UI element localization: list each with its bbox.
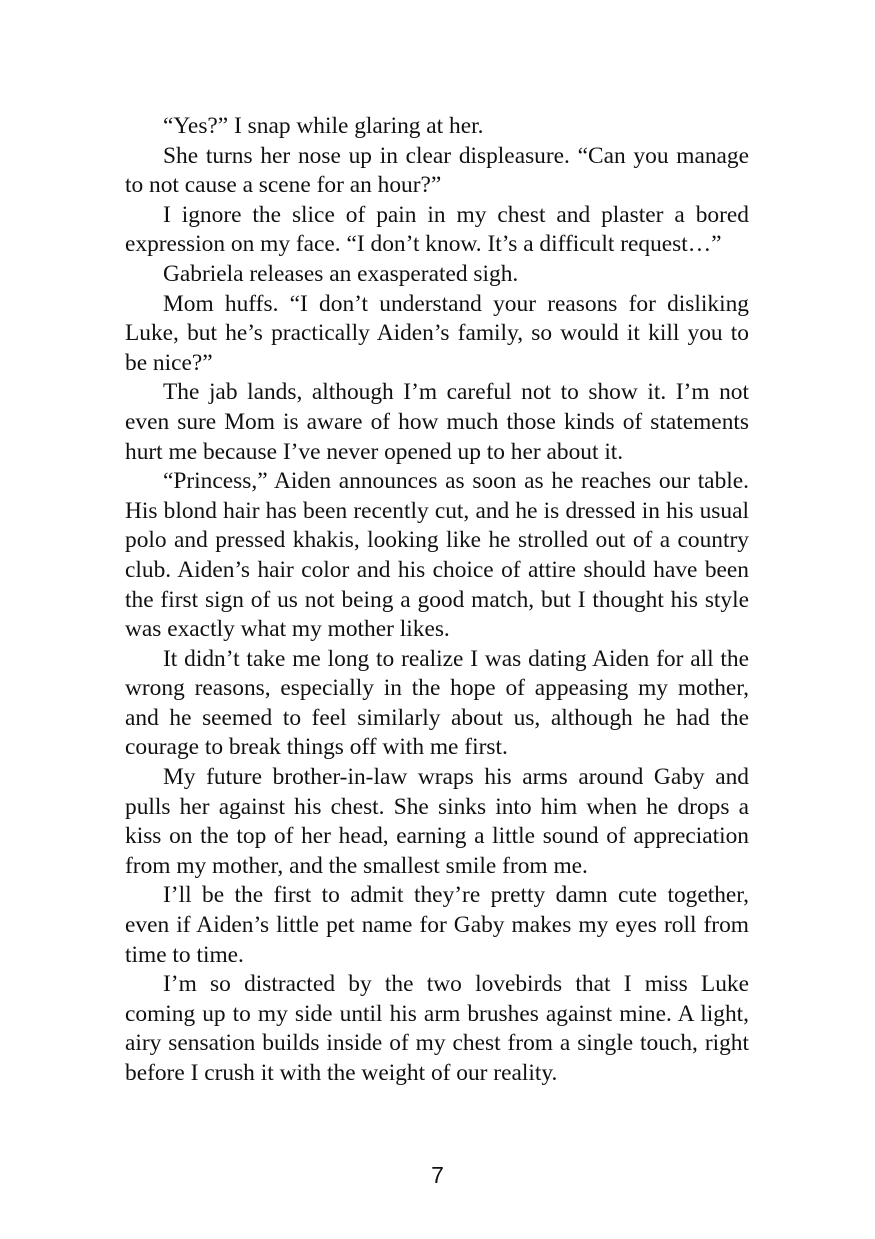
paragraph: I ignore the slice of pain in my chest and plaster a bored expression on my face. “I don’t know. It’s a difficult request…” [125,201,749,258]
paragraph: “Yes?” I snap while glaring at her. [163,113,484,139]
paragraph: Mom huffs. “I don’t understand your reasons for disliking Luke, but he’s practically Aiden’s family, so would it kill you to be nice?” [125,290,749,376]
paragraph: The jab lands, although I’m careful not to show it. I’m not even sure Mom is aware of how much those kinds of statements hurt me because I’ve never opened up to her about it. [125,379,749,465]
paragraph: I’m so distracted by the two lovebirds that I miss Luke coming up to my side until his arm brushes against mine. A light, airy sensation builds inside of my chest from a single touch, right before I crush it with the weight of our reality. [125,971,749,1086]
paragraph: My future brother-in-law wraps his arms around Gaby and pulls her against his chest. She sinks into him when he drops a kiss on the top of her head, earning a little sound of appreciation from my mother, and the smallest smile from me. [125,764,749,879]
page-number: 7 [431,1162,444,1188]
paragraph: She turns her nose up in clear displeasure. “Can you manage to not cause a scene for an hour?” [125,142,749,199]
paragraph: “Princess,” Aiden announces as soon as he reaches our table. His blond hair has been recently cut, and he is dressed in his usual polo and pressed khakis, looking like he strolled out of a country club. Aiden’s hair color and his choice of attire should have been the first sign of us not being a good match, but I thought his style was exactly what my mother likes. [125,468,749,643]
body-text [125,112,749,1089]
paragraph: It didn’t take me long to realize I was dating Aiden for all the wrong reasons, especially in the hope of appeasing my mother, and he seemed to feel similarly about us, although he had the courage to break things off with me first. [125,645,749,761]
paragraph: I’ll be the first to admit they’re pretty damn cute together, even if Aiden’s little pet name for Gaby makes my eyes roll from time to time. [125,882,749,968]
paragraph: Gabriela releases an exasperated sigh. [163,260,519,287]
